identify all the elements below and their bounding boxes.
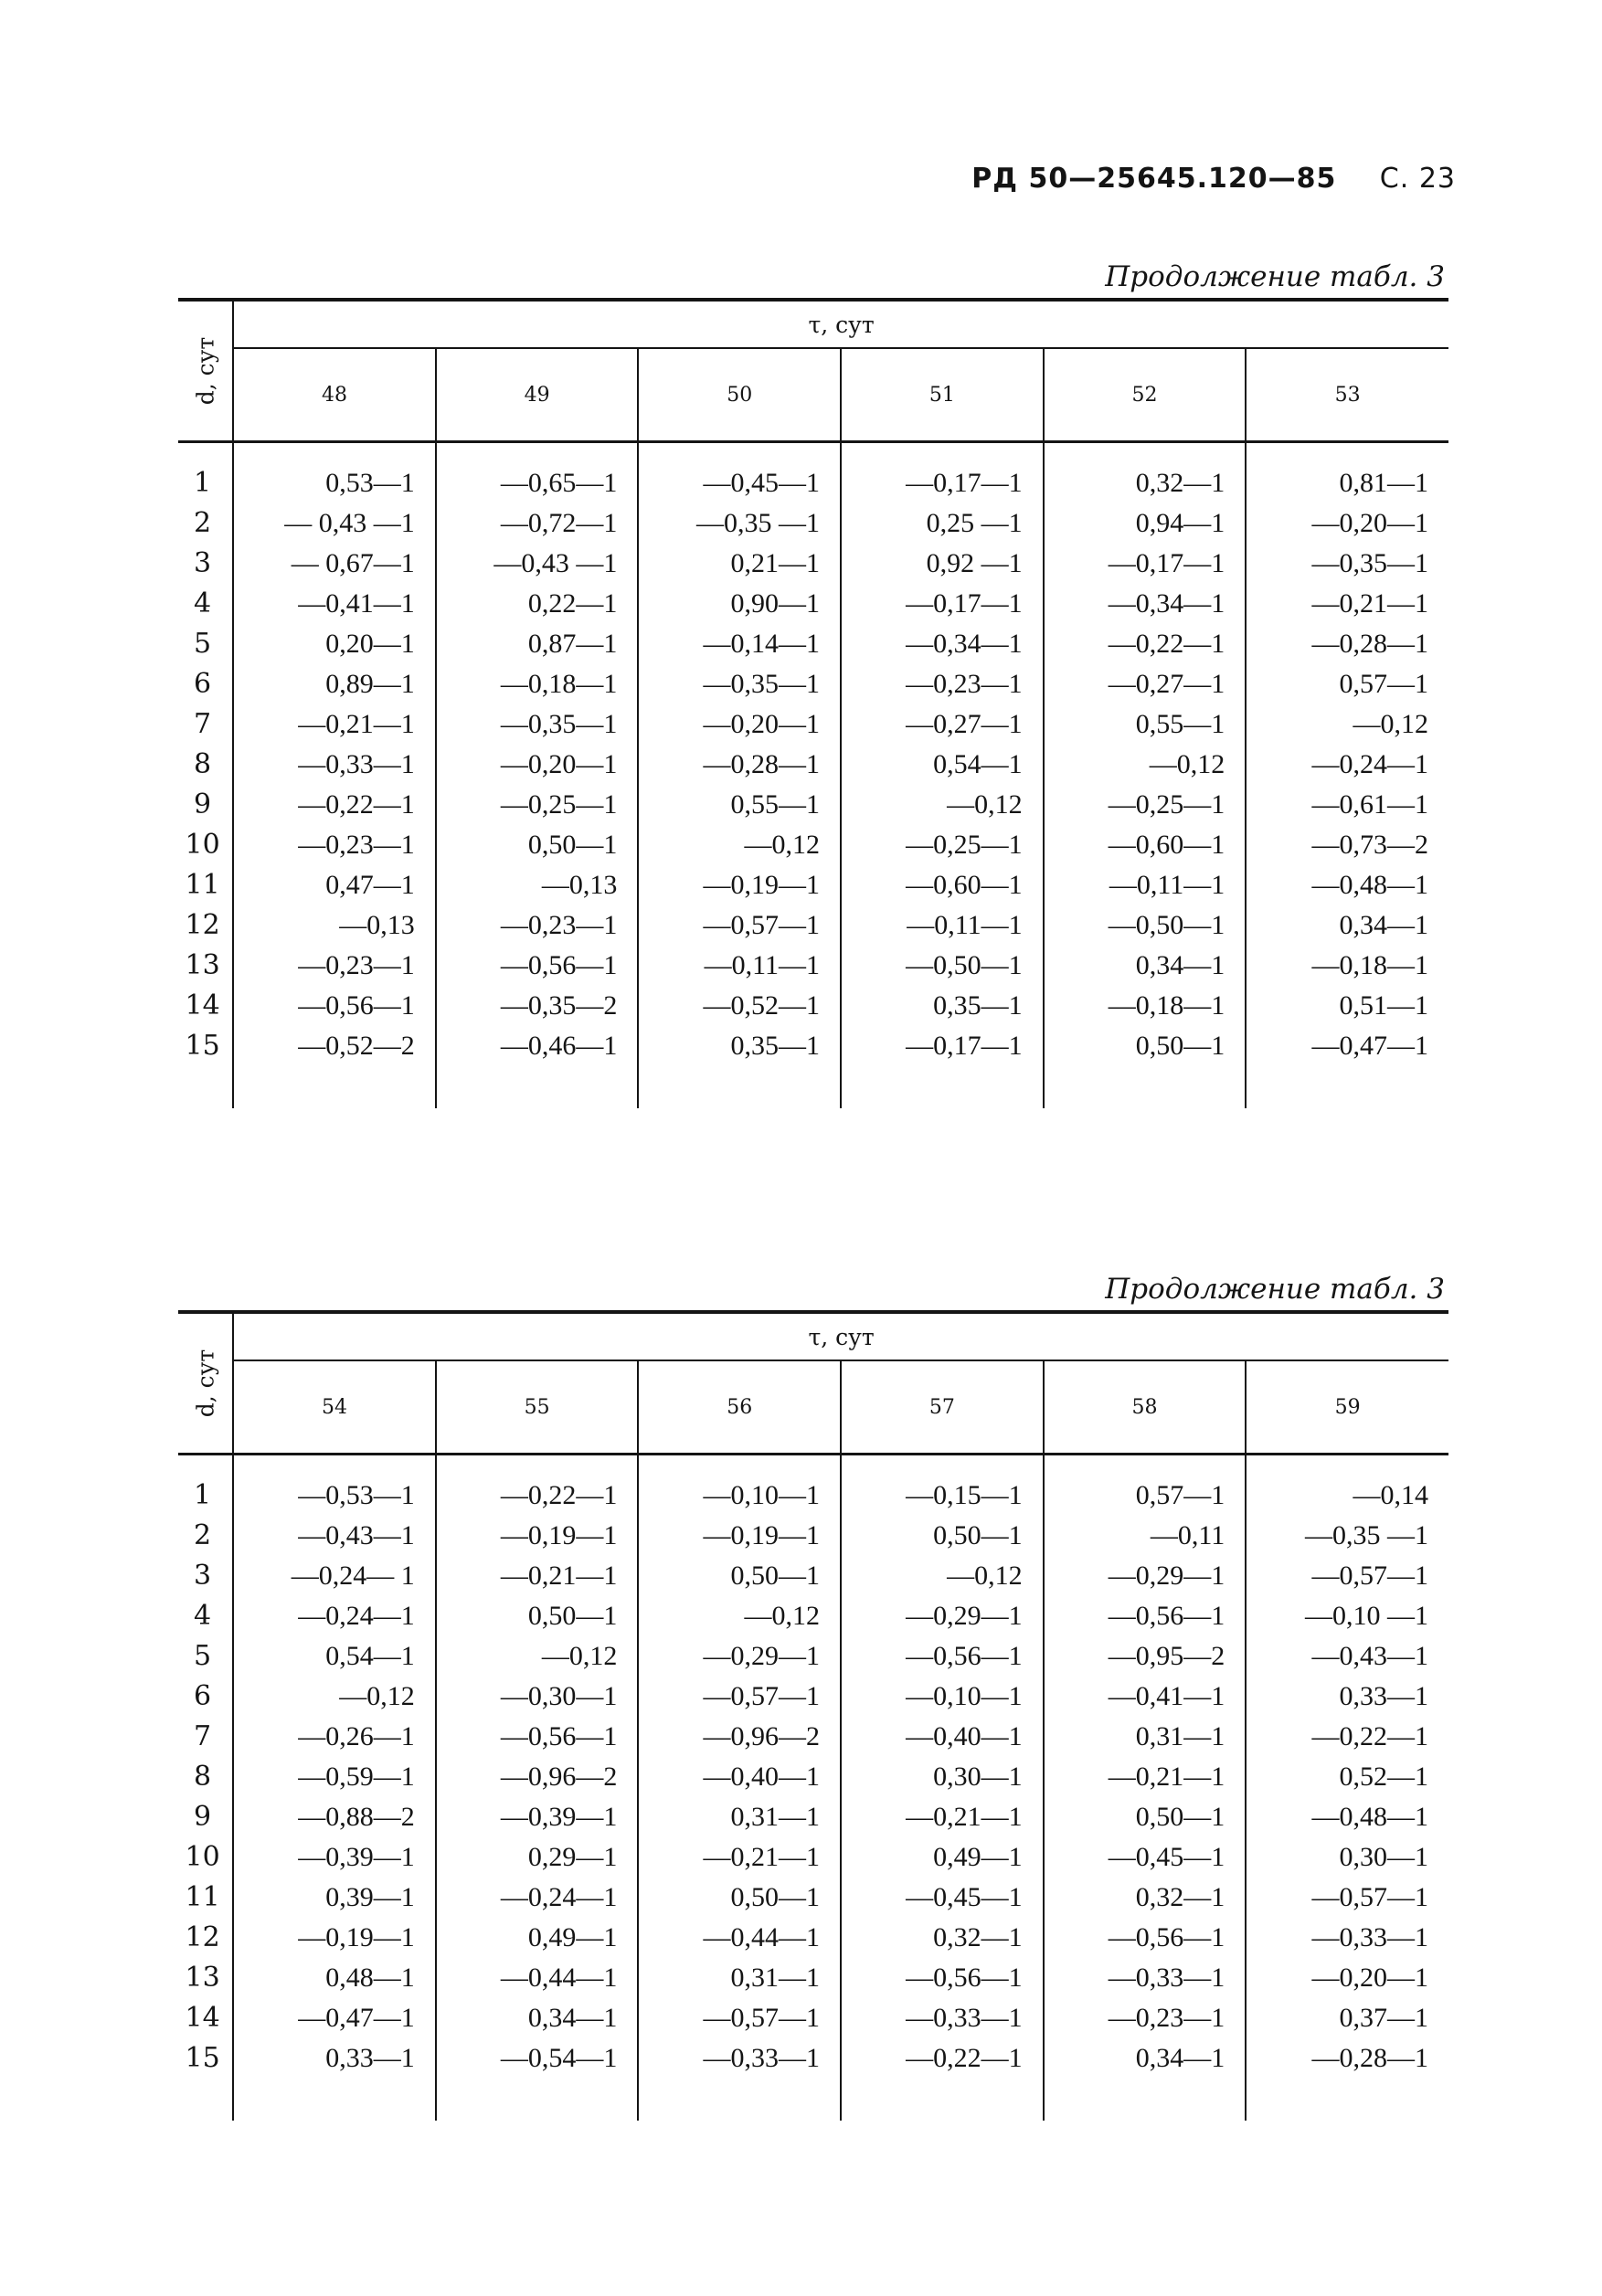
value-cell: —0,56—1 <box>1044 1918 1247 1958</box>
value-cell: —0,20—1 <box>638 704 841 745</box>
value-cell: —0,23—1 <box>841 664 1044 704</box>
value-cell: 0,54—1 <box>841 745 1044 785</box>
column-header: 48 <box>233 348 436 442</box>
value-cell: 0,94—1 <box>1044 503 1247 544</box>
table-row <box>178 664 1448 704</box>
value-cell: 0,34—1 <box>1044 2038 1247 2079</box>
value-cell: —0,45—1 <box>1044 1837 1247 1878</box>
value-cell: —0,29—1 <box>1044 1556 1247 1596</box>
value-cell: —0,44—1 <box>436 1958 639 1998</box>
value-cell: —0,40—1 <box>638 1757 841 1797</box>
value-cell: —0,24—1 <box>233 1596 436 1636</box>
table-row <box>178 1476 1448 1516</box>
value-cell: —0,40—1 <box>841 1717 1044 1757</box>
column-header: 53 <box>1246 348 1448 442</box>
value-cell: 0,50—1 <box>638 1556 841 1596</box>
value-cell: —0,11—1 <box>1044 865 1247 905</box>
value-cell: —0,21—1 <box>436 1556 639 1596</box>
column-header: 58 <box>1044 1360 1247 1455</box>
value-cell: —0,20—1 <box>436 745 639 785</box>
value-cell: —0,11—1 <box>841 905 1044 946</box>
value-cell: —0,24—1 <box>1311 749 1428 779</box>
value-cell: —0,33—1 <box>638 2038 841 2079</box>
value-cell: —0,24— 1 <box>233 1556 436 1596</box>
value-cell: —0,45—1 <box>638 463 841 503</box>
value-cell: —0,21—1 <box>841 1797 1044 1837</box>
value-cell: —0,23—1 <box>233 946 436 986</box>
value-cell: —0,57—1 <box>638 905 841 946</box>
value-cell: —0,24—1 <box>436 1878 639 1918</box>
value-cell: 0,22—1 <box>436 584 639 624</box>
row-axis-label: d, сут <box>192 1349 219 1418</box>
row-day-cell: 8 <box>178 1757 233 1797</box>
value-cell: —0,54—1 <box>436 2038 639 2079</box>
value-cell: —0,22—1 <box>1044 624 1247 664</box>
value-cell: —0,33—1 <box>233 745 436 785</box>
table-row <box>178 584 1448 624</box>
value-cell: —0,12 <box>233 1677 436 1717</box>
value-cell: 0,54—1 <box>233 1636 436 1677</box>
value-cell: —0,17—1 <box>1044 544 1247 584</box>
row-day-cell: 15 <box>178 2038 233 2079</box>
value-cell: —0,27—1 <box>1044 664 1247 704</box>
value-cell: —0,12 <box>436 1636 639 1677</box>
row-axis-header <box>178 1314 233 1455</box>
table-row <box>178 865 1448 905</box>
value-cell: 0,35—1 <box>638 1026 841 1066</box>
row-day-cell: 4 <box>178 1596 233 1636</box>
row-day-cell: 1 <box>178 463 233 503</box>
value-cell: —0,48—1 <box>1311 870 1428 900</box>
table-row <box>178 1596 1448 1636</box>
value-cell: —0,12 <box>1044 745 1247 785</box>
column-header: 51 <box>841 348 1044 442</box>
table-row <box>178 745 1448 785</box>
value-cell: —0,13 <box>436 865 639 905</box>
value-cell: —0,34—1 <box>841 624 1044 664</box>
value-cell: —0,50—1 <box>1044 905 1247 946</box>
value-cell: 0,52—1 <box>1339 1762 1428 1792</box>
value-cell: —0,35 —1 <box>638 503 841 544</box>
value-cell: 0,55—1 <box>638 785 841 825</box>
value-cell: —0,35—1 <box>638 664 841 704</box>
table-caption: Продолжение табл. 3 <box>1105 1273 1445 1306</box>
value-cell: 0,39—1 <box>233 1878 436 1918</box>
table-row <box>178 463 1448 503</box>
row-day-cell: 7 <box>178 1717 233 1757</box>
value-cell: —0,22—1 <box>436 1476 639 1516</box>
value-cell: —0,15—1 <box>841 1476 1044 1516</box>
value-cell: —0,43—1 <box>1311 1641 1428 1671</box>
table-caption: Продолжение табл. 3 <box>1105 260 1445 293</box>
value-cell: 0,81—1 <box>1339 468 1428 498</box>
row-day-cell: 3 <box>178 544 233 584</box>
value-cell: 0,31—1 <box>638 1797 841 1837</box>
column-header: 57 <box>841 1360 1044 1455</box>
table-row <box>178 986 1448 1026</box>
value-cell: 0,32—1 <box>841 1918 1044 1958</box>
row-day-cell: 13 <box>178 1958 233 1998</box>
value-cell: —0,19—1 <box>638 1516 841 1556</box>
value-cell: 0,35—1 <box>841 986 1044 1026</box>
value-cell: —0,17—1 <box>841 584 1044 624</box>
row-day-cell: 15 <box>178 1026 233 1066</box>
value-cell: 0,55—1 <box>1044 704 1247 745</box>
value-cell: 0,30—1 <box>841 1757 1044 1797</box>
value-cell: 0,34—1 <box>1339 910 1428 940</box>
row-day-cell: 12 <box>178 1918 233 1958</box>
value-cell: 0,25 —1 <box>841 503 1044 544</box>
table-row <box>178 1878 1448 1918</box>
value-cell: —0,22—1 <box>233 785 436 825</box>
value-cell: —0,95—2 <box>1044 1636 1247 1677</box>
table-row <box>178 1998 1448 2038</box>
value-cell: —0,59—1 <box>233 1757 436 1797</box>
row-day-cell: 11 <box>178 1878 233 1918</box>
value-cell: —0,19—1 <box>233 1918 436 1958</box>
value-cell: —0,56—1 <box>1044 1596 1247 1636</box>
value-cell: —0,12 <box>841 785 1044 825</box>
value-cell: —0,33—1 <box>841 1998 1044 2038</box>
table-row <box>178 544 1448 584</box>
column-header: 56 <box>638 1360 841 1455</box>
value-cell: —0,11—1 <box>638 946 841 986</box>
table-block-1 <box>178 256 1448 1108</box>
value-cell: 0,57—1 <box>1044 1476 1247 1516</box>
value-cell: —0,47—1 <box>1311 1031 1428 1061</box>
value-cell: —0,10 —1 <box>1305 1601 1428 1631</box>
value-cell: — 0,43 —1 <box>233 503 436 544</box>
value-cell: —0,18—1 <box>436 664 639 704</box>
value-cell: 0,50—1 <box>1044 1026 1247 1066</box>
table-row <box>178 2038 1448 2079</box>
value-cell: —0,44—1 <box>638 1918 841 1958</box>
value-cell: —0,12 <box>638 825 841 865</box>
table-row <box>178 1757 1448 1797</box>
value-cell: —0,50—1 <box>841 946 1044 986</box>
row-day-cell: 10 <box>178 825 233 865</box>
value-cell: —0,23—1 <box>436 905 639 946</box>
value-cell: —0,56—1 <box>841 1958 1044 1998</box>
value-cell: —0,35—2 <box>436 986 639 1026</box>
value-cell: —0,88—2 <box>233 1797 436 1837</box>
row-day-cell: 2 <box>178 1516 233 1556</box>
column-header: 50 <box>638 348 841 442</box>
row-day-cell: 14 <box>178 1998 233 2038</box>
value-cell: —0,11 <box>1044 1516 1247 1556</box>
value-cell: —0,13 <box>233 905 436 946</box>
value-cell: —0,12 <box>1353 709 1428 739</box>
value-cell: —0,34—1 <box>1044 584 1247 624</box>
value-cell: —0,10—1 <box>841 1677 1044 1717</box>
value-cell: —0,21—1 <box>233 704 436 745</box>
value-cell: —0,57—1 <box>1311 1882 1428 1912</box>
value-cell: 0,31—1 <box>638 1958 841 1998</box>
row-day-cell: 7 <box>178 704 233 745</box>
value-cell: —0,65—1 <box>436 463 639 503</box>
table-row <box>178 1556 1448 1596</box>
column-header: 54 <box>233 1360 436 1455</box>
value-cell: 0,32—1 <box>1044 1878 1247 1918</box>
value-cell: —0,56—1 <box>841 1636 1044 1677</box>
value-cell: 0,33—1 <box>1339 1681 1428 1711</box>
value-cell: 0,34—1 <box>436 1998 639 2038</box>
row-day-cell: 10 <box>178 1837 233 1878</box>
value-cell: — 0,67—1 <box>233 544 436 584</box>
row-day-cell: 6 <box>178 1677 233 1717</box>
value-cell: 0,30—1 <box>1339 1842 1428 1872</box>
value-cell: —0,57—1 <box>638 1677 841 1717</box>
table-row <box>178 1918 1448 1958</box>
value-cell: 0,49—1 <box>436 1918 639 1958</box>
value-cell: —0,27—1 <box>841 704 1044 745</box>
value-cell: —0,21—1 <box>1044 1757 1247 1797</box>
column-header: 59 <box>1246 1360 1448 1455</box>
value-cell: 0,34—1 <box>1044 946 1247 986</box>
row-day-cell: 4 <box>178 584 233 624</box>
value-cell: 0,51—1 <box>1339 990 1428 1021</box>
value-cell: —0,28—1 <box>1311 629 1428 659</box>
table-row <box>178 503 1448 544</box>
value-cell: —0,35—1 <box>1311 548 1428 578</box>
row-day-cell: 8 <box>178 745 233 785</box>
value-cell: —0,29—1 <box>638 1636 841 1677</box>
table-row <box>178 825 1448 865</box>
value-cell: 0,33—1 <box>233 2038 436 2079</box>
value-cell: —0,33—1 <box>1311 1922 1428 1952</box>
value-cell: —0,96—2 <box>436 1757 639 1797</box>
value-cell: —0,12 <box>841 1556 1044 1596</box>
row-axis-label: d, сут <box>192 336 219 406</box>
value-cell: —0,22—1 <box>1311 1721 1428 1751</box>
column-group-header: τ, сут <box>233 302 1448 348</box>
value-cell: —0,60—1 <box>841 865 1044 905</box>
value-cell: —0,35—1 <box>436 704 639 745</box>
row-day-cell: 12 <box>178 905 233 946</box>
row-day-cell: 2 <box>178 503 233 544</box>
table-block-2 <box>178 1268 1448 2121</box>
row-day-cell: 5 <box>178 1636 233 1677</box>
value-cell: —0,43 —1 <box>436 544 639 584</box>
value-cell: —0,39—1 <box>436 1797 639 1837</box>
value-cell: —0,45—1 <box>841 1878 1044 1918</box>
value-cell: 0,29—1 <box>436 1837 639 1878</box>
value-cell: —0,20—1 <box>1311 508 1428 538</box>
value-cell: —0,41—1 <box>233 584 436 624</box>
value-cell: 0,87—1 <box>436 624 639 664</box>
value-cell: —0,19—1 <box>436 1516 639 1556</box>
value-cell: —0,29—1 <box>841 1596 1044 1636</box>
value-cell: —0,72—1 <box>436 503 639 544</box>
value-cell: —0,52—2 <box>233 1026 436 1066</box>
value-cell: —0,43—1 <box>233 1516 436 1556</box>
value-cell: —0,26—1 <box>233 1717 436 1757</box>
value-cell: —0,20—1 <box>1311 1963 1428 1993</box>
value-cell: 0,89—1 <box>233 664 436 704</box>
value-cell: —0,41—1 <box>1044 1677 1247 1717</box>
table-row <box>178 1677 1448 1717</box>
value-cell: 0,37—1 <box>1339 2003 1428 2033</box>
row-day-cell: 13 <box>178 946 233 986</box>
column-header: 52 <box>1044 348 1247 442</box>
page-header <box>971 163 1456 195</box>
value-cell: 0,50—1 <box>638 1878 841 1918</box>
value-cell: —0,21—1 <box>1311 588 1428 619</box>
value-cell: 0,90—1 <box>638 584 841 624</box>
value-cell: —0,56—1 <box>233 986 436 1026</box>
table-row <box>178 946 1448 986</box>
value-cell: 0,50—1 <box>436 825 639 865</box>
value-cell: —0,46—1 <box>436 1026 639 1066</box>
value-cell: —0,53—1 <box>233 1476 436 1516</box>
row-day-cell: 5 <box>178 624 233 664</box>
value-cell: —0,52—1 <box>638 986 841 1026</box>
value-cell: 0,47—1 <box>233 865 436 905</box>
table-row <box>178 1958 1448 1998</box>
value-cell: —0,14 <box>1353 1480 1428 1510</box>
table-row <box>178 1516 1448 1556</box>
column-header: 55 <box>436 1360 639 1455</box>
value-cell: —0,60—1 <box>1044 825 1247 865</box>
value-cell: 0,50—1 <box>841 1516 1044 1556</box>
value-cell: —0,47—1 <box>233 1998 436 2038</box>
row-day-cell: 11 <box>178 865 233 905</box>
value-cell: —0,23—1 <box>233 825 436 865</box>
value-cell: —0,35 —1 <box>1305 1520 1428 1550</box>
row-day-cell: 14 <box>178 986 233 1026</box>
row-day-cell: 6 <box>178 664 233 704</box>
document-code: РД 50—25645.120—85 <box>971 163 1337 195</box>
page-number: С. 23 <box>1379 163 1456 195</box>
value-cell: —0,28—1 <box>1311 2043 1428 2073</box>
value-cell: —0,73—2 <box>1311 830 1428 860</box>
column-group-header: τ, сут <box>233 1314 1448 1360</box>
value-cell: 0,57—1 <box>1339 669 1428 699</box>
value-cell: —0,18—1 <box>1311 950 1428 980</box>
table-row <box>178 624 1448 664</box>
table-row <box>178 785 1448 825</box>
row-day-cell: 1 <box>178 1476 233 1516</box>
value-cell: —0,25—1 <box>436 785 639 825</box>
table-row <box>178 704 1448 745</box>
value-cell: —0,18—1 <box>1044 986 1247 1026</box>
value-cell: —0,22—1 <box>841 2038 1044 2079</box>
value-cell: —0,12 <box>638 1596 841 1636</box>
value-cell: —0,28—1 <box>638 745 841 785</box>
value-cell: —0,61—1 <box>1311 789 1428 820</box>
value-cell: —0,57—1 <box>1311 1561 1428 1591</box>
value-cell: —0,96—2 <box>638 1717 841 1757</box>
value-cell: 0,50—1 <box>436 1596 639 1636</box>
value-cell: —0,17—1 <box>841 463 1044 503</box>
row-day-cell: 9 <box>178 785 233 825</box>
row-day-cell: 3 <box>178 1556 233 1596</box>
value-cell: 0,32—1 <box>1044 463 1247 503</box>
value-cell: —0,17—1 <box>841 1026 1044 1066</box>
value-cell: 0,53—1 <box>233 463 436 503</box>
value-cell: 0,21—1 <box>638 544 841 584</box>
table-row <box>178 1797 1448 1837</box>
value-cell: —0,48—1 <box>1311 1802 1428 1832</box>
value-cell: —0,19—1 <box>638 865 841 905</box>
value-cell: —0,30—1 <box>436 1677 639 1717</box>
table-row <box>178 1026 1448 1066</box>
row-axis-header <box>178 302 233 442</box>
value-cell: 0,31—1 <box>1044 1717 1247 1757</box>
table-row <box>178 905 1448 946</box>
value-cell: —0,14—1 <box>638 624 841 664</box>
value-cell: 0,50—1 <box>1044 1797 1247 1837</box>
data-table <box>178 298 1448 1108</box>
value-cell: 0,48—1 <box>233 1958 436 1998</box>
value-cell: —0,23—1 <box>1044 1998 1247 2038</box>
value-cell: —0,39—1 <box>233 1837 436 1878</box>
value-cell: —0,25—1 <box>1044 785 1247 825</box>
value-cell: —0,25—1 <box>841 825 1044 865</box>
row-day-cell: 9 <box>178 1797 233 1837</box>
table-row <box>178 1717 1448 1757</box>
table-row <box>178 1636 1448 1677</box>
value-cell: 0,49—1 <box>841 1837 1044 1878</box>
value-cell: —0,56—1 <box>436 946 639 986</box>
column-header: 49 <box>436 348 639 442</box>
value-cell: 0,92 —1 <box>841 544 1044 584</box>
value-cell: 0,20—1 <box>233 624 436 664</box>
table-row <box>178 1837 1448 1878</box>
value-cell: —0,10—1 <box>638 1476 841 1516</box>
value-cell: —0,56—1 <box>436 1717 639 1757</box>
value-cell: —0,33—1 <box>1044 1958 1247 1998</box>
data-table <box>178 1310 1448 2121</box>
value-cell: —0,21—1 <box>638 1837 841 1878</box>
value-cell: —0,57—1 <box>638 1998 841 2038</box>
